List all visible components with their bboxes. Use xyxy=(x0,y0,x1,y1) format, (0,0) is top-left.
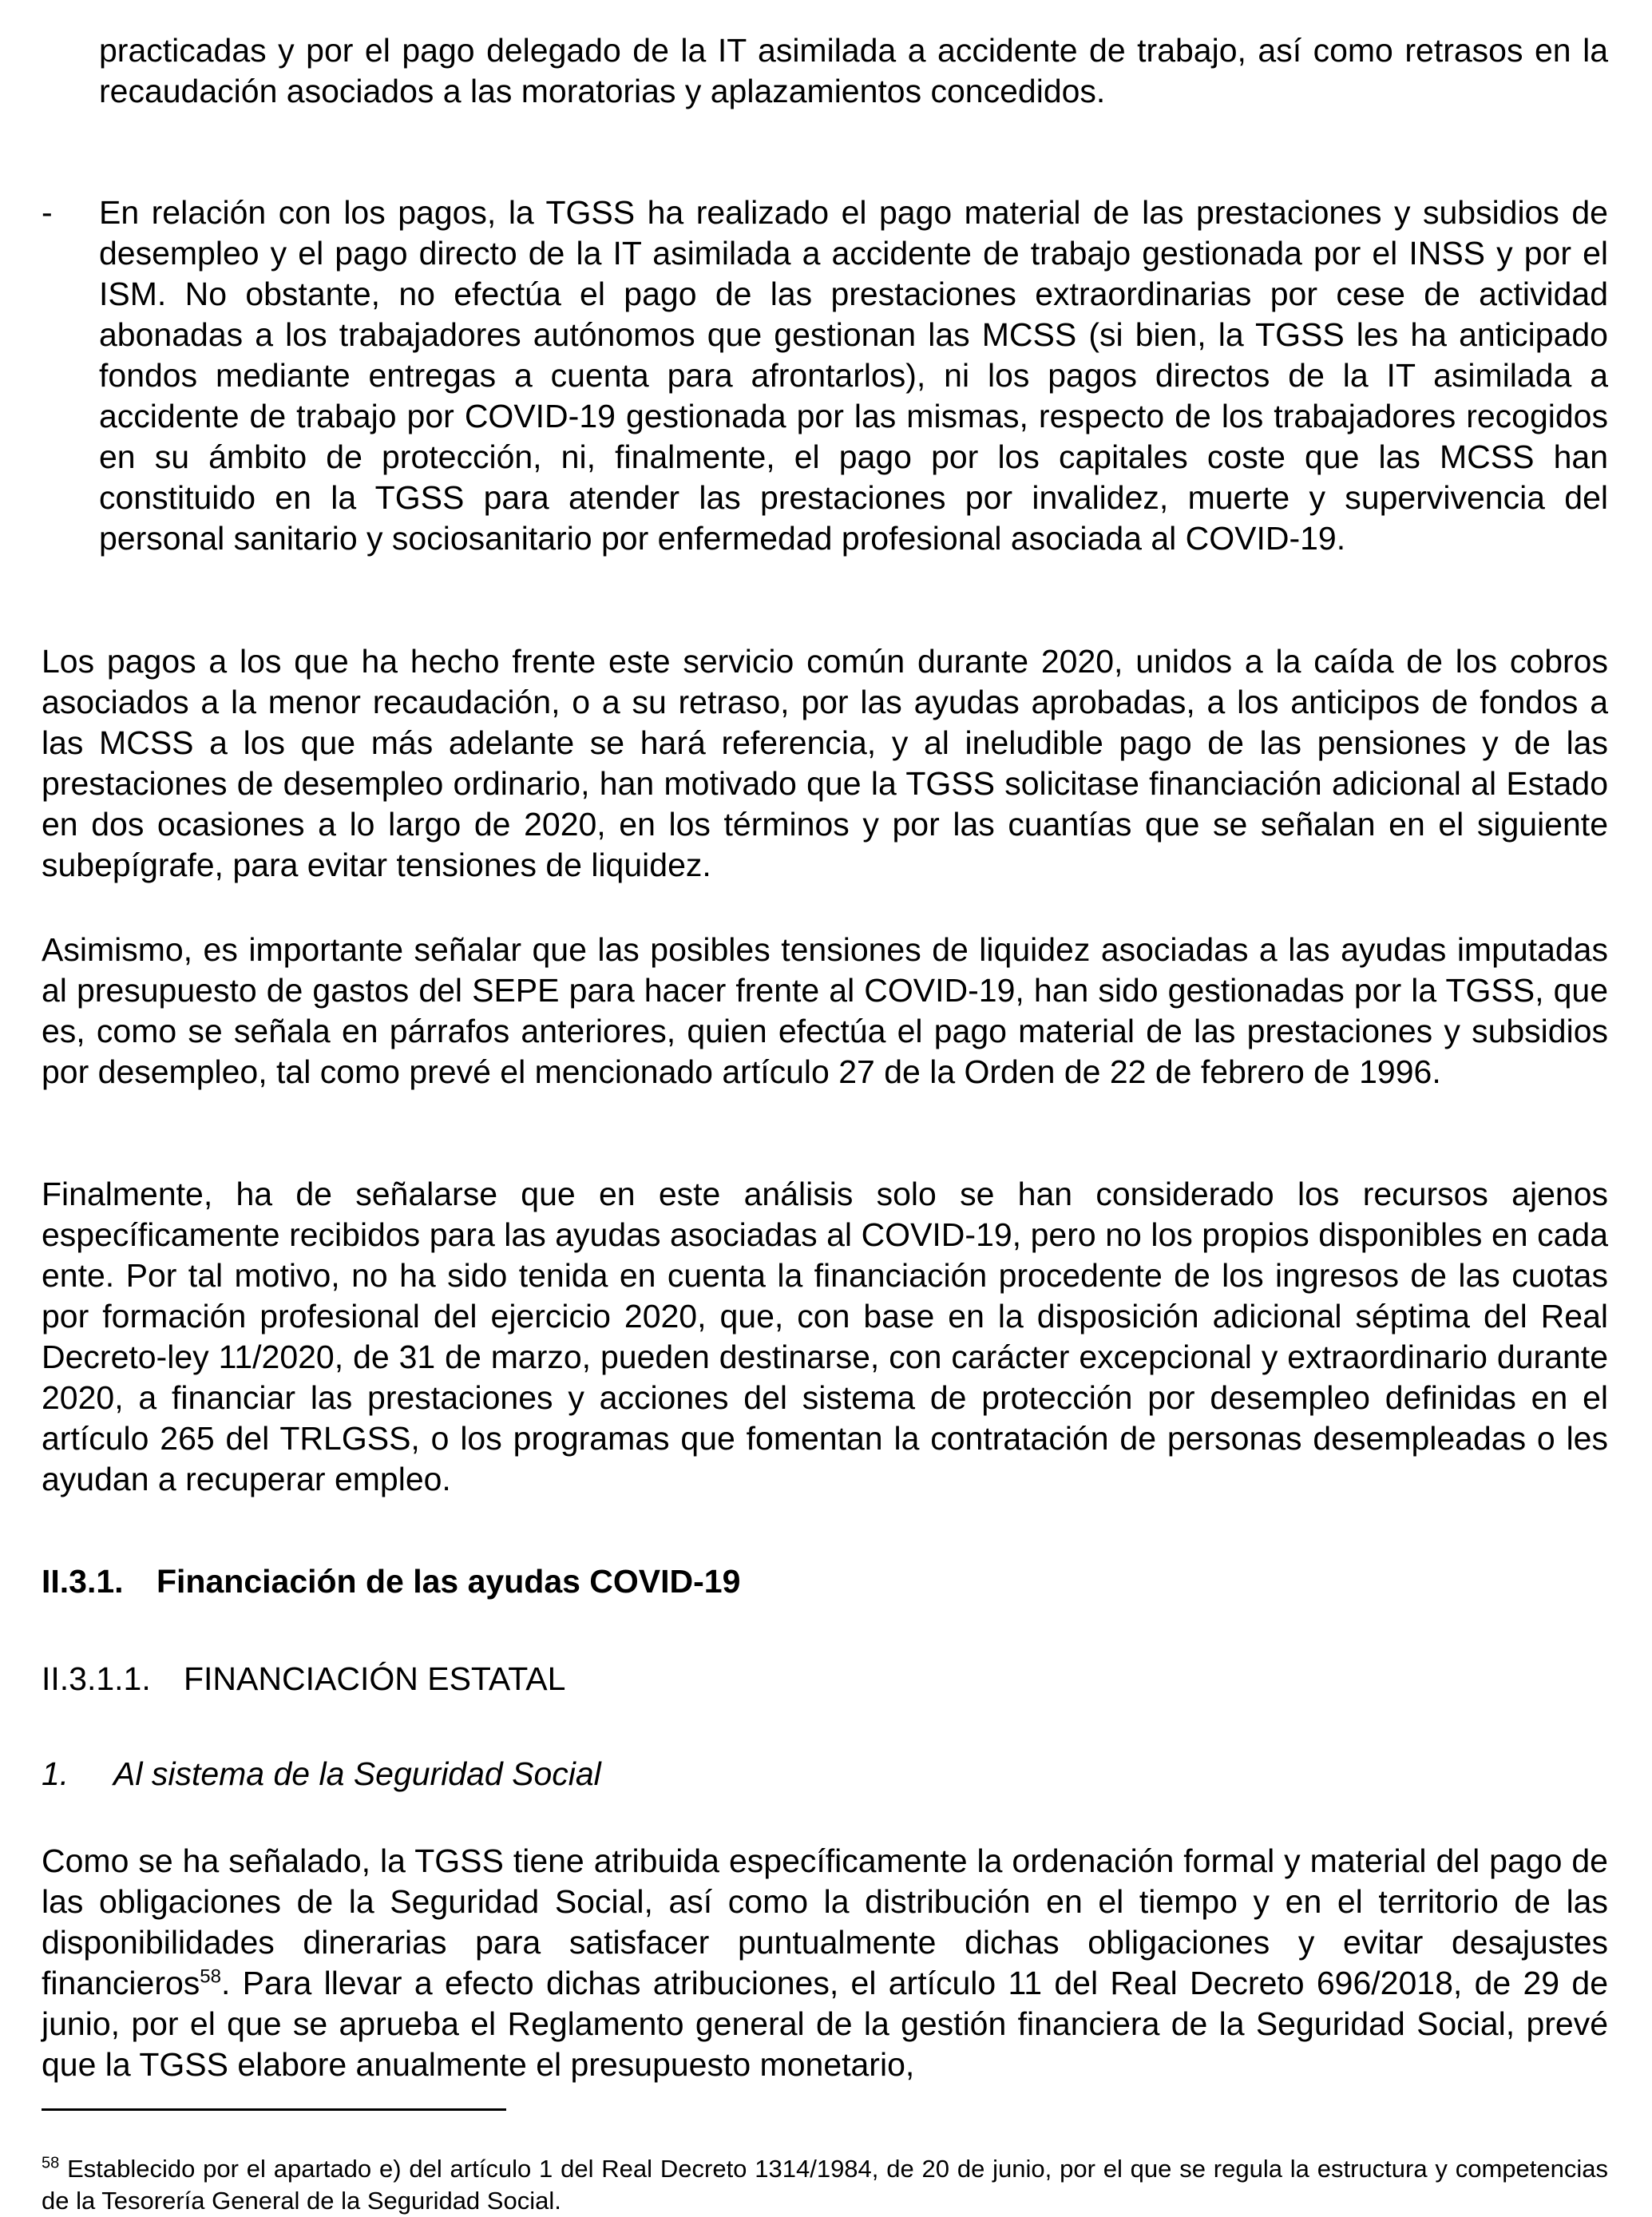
subsubsection-heading xyxy=(42,1754,1608,1795)
subsubsection-number: 1. xyxy=(42,1755,69,1792)
bullet-item xyxy=(0,192,1652,608)
paragraph-tgss-text-1: Como se ha señalado, la TGSS tiene atribuida específicamente la ordenación formal y material del pago de las obligaciones de la Seguridad Social, así como la distribución en el tiempo y en el territorio de las disponibilidades dinerarias para satisfacer puntualmente dichas obligaciones y evitar desajustes financieros xyxy=(42,1842,1608,2001)
paragraph-finalmente: Finalmente, ha de señalarse que en este análisis solo se han considerado los recursos ajenos específicamente recibidos para las ayudas asociadas al COVID-19, pero no los propios disponibles en cada ente. Por tal motivo, no ha sido tenida en cuenta la financiación procedente de los ingresos de las cuotas por formación profesional del ejercicio 2020, que, con base en la disposición adicional séptima del Real Decreto-ley 11/2020, de 31 de marzo, pueden destinarse, con carácter excepcional y extraordinario durante 2020, a financiar las prestaciones y acciones del sistema de protección por desempleo definidas en el artículo 265 del TRLGSS, o los programas que fomentan la contratación de personas desempleadas o les ayudan a recuperar empleo. xyxy=(42,1176,1608,1497)
paragraph-tgss-text-2: . Para llevar a efecto dichas atribuciones, el artículo 11 del Real Decreto 696/2018, de 29 de junio, por el que se aprueba el Reglamento general de la gestión financiera de la Seguridad Social, prevé que la TGSS elabore anualmente el presupuesto monetario, xyxy=(42,1965,1608,2083)
paragraph-asimismo: Asimismo, es importante señalar que las posibles tensiones de liquidez asociadas a las ayudas imputadas al presupuesto de gastos del SEPE para hacer frente al COVID-19, han sido gestionadas por la TGSS, que es, como se señala en párrafos anteriores, quien efectúa el pago material de las prestaciones y subsidios por desempleo, tal como prevé el mencionado artículo 27 de la Orden de 22 de febrero de 1996. xyxy=(42,931,1608,1090)
paragraph-continuation: practicadas y por el pago delegado de la IT asimilada a accidente de trabajo, así como retrasos en la recaudación asociados a las moratorias y aplazamientos concedidos. xyxy=(99,32,1608,109)
footnote xyxy=(42,2153,1608,2217)
paragraph-tgss xyxy=(42,1841,1608,2085)
footnote-text: Establecido por el apartado e) del artículo 1 del Real Decreto 1314/1984, de 20 de junio, por el que se regula la estructura y competencias de la Tesorería General de la Seguridad Social. xyxy=(42,2155,1608,2215)
bullet-dash: - xyxy=(42,194,53,231)
subsection-heading xyxy=(42,1659,1608,1699)
footnote-reference[interactable]: 58 xyxy=(200,1965,221,1988)
subsection-title: FINANCIACIÓN ESTATAL xyxy=(184,1660,566,1697)
bullet-paragraph: En relación con los pagos, la TGSS ha realizado el pago material de las prestaciones y subsidios de desempleo y el pago directo de la IT asimilada a accidente de trabajo gestionada por el INSS y por el ISM. No obstante, no efectúa el pago de las prestaciones extraordinarias por cese de actividad abonadas a los trabajadores autónomos que gestionan las MCSS (si bien, la TGSS les ha anticipado fondos mediante entregas a cuenta para afrontarlos), ni los pagos directos de la IT asimilada a accidente de trabajo por COVID-19 gestionada por las mismas, respecto de los trabajadores recogidos en su ámbito de protección, ni, finalmente, el pago por los capitales coste que las MCSS han constituido en la TGSS para atender las prestaciones por invalidez, muerte y supervivencia del personal sanitario y sociosanitario por enfermedad profesional asociada al COVID-19. xyxy=(99,194,1608,557)
section-heading xyxy=(42,1561,1608,1602)
section-number: II.3.1. xyxy=(42,1563,124,1600)
footnote-separator xyxy=(42,2108,506,2111)
section-title: Financiación de las ayudas COVID-19 xyxy=(156,1563,741,1600)
paragraph-pagos: Los pagos a los que ha hecho frente este servicio común durante 2020, unidos a la caída de los cobros asociados a la menor recaudación, o a su retraso, por las ayudas aprobadas, a los anticipos de fondos a las MCSS a los que más adelante se hará referencia, y al ineludible pago de las pensiones y de las prestaciones de desempleo ordinario, han motivado que la TGSS solicitase financiación adicional al Estado en dos ocasiones a lo largo de 2020, en los términos y por las cuantías que se señalan en el siguiente subepígrafe, para evitar tensiones de liquidez. xyxy=(42,643,1608,883)
subsection-number: II.3.1.1. xyxy=(42,1660,151,1697)
footnote-number: 58 xyxy=(42,2154,60,2172)
subsubsection-title: Al sistema de la Seguridad Social xyxy=(113,1755,601,1792)
